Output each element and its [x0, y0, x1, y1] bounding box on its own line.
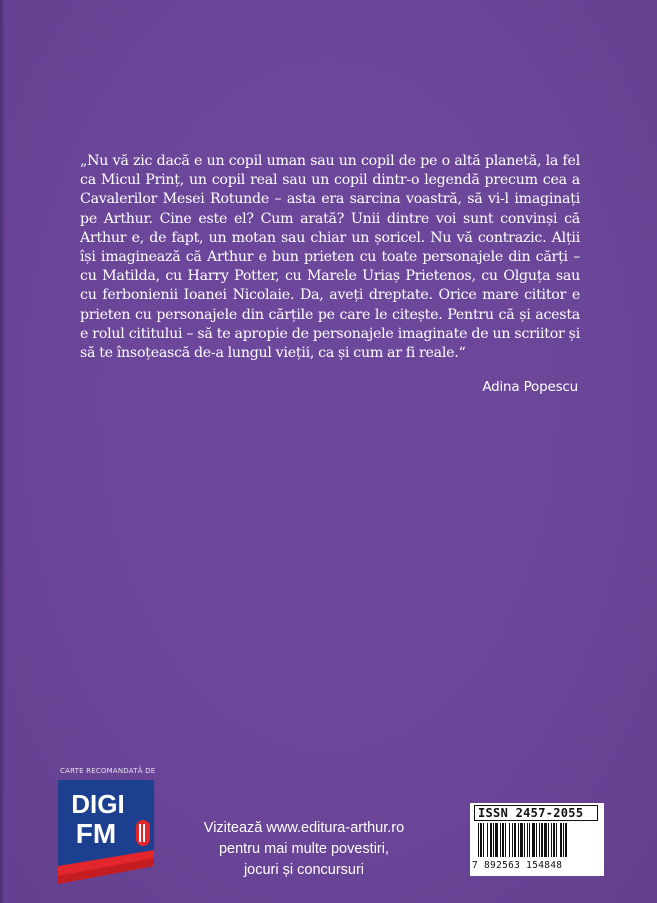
barcode-bar — [490, 823, 492, 857]
barcode-bar — [532, 823, 535, 857]
quote-line: cu Matilda, cu Harry Potter, cu Marele Uriaș Prietenos, cu Olguța sau — [80, 268, 580, 285]
barcode-bar — [524, 823, 525, 857]
quote-line: prieten cu personajele din cărțile pe care le citește. Pentru că și acesta — [80, 306, 580, 323]
barcode-bar — [478, 823, 479, 857]
barcode-bar — [509, 823, 510, 857]
quote-line: e rolul cititului – să te apropie de personajele imaginate de un scriitor și — [80, 325, 580, 342]
quote-line: își imaginează că Arthur e bun prieten cu toate personajele din cărți – — [80, 249, 580, 266]
barcode-bar — [483, 823, 484, 857]
quote-line: cu ferbonienii Ioanei Nicolaie. Da, aveți dreptate. Orice mare cititor e — [80, 287, 580, 304]
quote-line: să te însoțească de-a lungul vieții, ca și cum ar fi reale.“ — [80, 345, 466, 362]
quote-author: Adina Popescu — [482, 379, 578, 395]
barcode-bar — [563, 823, 564, 857]
barcode-bar — [527, 823, 528, 857]
barcode-bars — [476, 823, 598, 859]
barcode-bar — [487, 823, 488, 857]
quote-line: Cavalerilor Mesei Rotunde – asta era sarcina voastră, să vi-l imaginați — [80, 191, 580, 208]
visit-line: pentru mai multe povestiri, — [218, 841, 390, 857]
logo-text-fm: FM — [75, 818, 117, 849]
barcode-bar — [512, 823, 513, 857]
barcode-bar — [536, 823, 537, 857]
barcode-bar — [493, 823, 494, 857]
issn-number: ISSN 2457-2055 — [478, 806, 584, 820]
barcode-bar — [520, 823, 523, 857]
cover-spine-edge — [0, 0, 6, 903]
barcode-bar — [548, 823, 549, 857]
barcode-bar — [551, 823, 552, 857]
barcode-number: 7 892563 154848 — [472, 860, 563, 871]
barcode-bar — [495, 823, 498, 857]
publisher-invitation — [170, 818, 438, 881]
barcode-bar — [529, 823, 530, 857]
quote-line: pe Arthur. Cine este el? Cum arată? Unii dintre voi sunt convinși că — [80, 210, 580, 227]
barcode-bar — [560, 823, 562, 857]
quote-text — [80, 152, 580, 363]
barcode-bar — [502, 823, 504, 857]
barcode-bar — [544, 823, 547, 857]
quote-line: „Nu vă zic dacă e un copil uman sau un copil de pe o altă planetă, la fel — [80, 153, 580, 169]
visit-line: jocuri și concursuri — [243, 862, 365, 878]
barcode-bar — [514, 823, 516, 857]
barcode-bar — [541, 823, 543, 857]
barcode-bar — [500, 823, 501, 857]
visit-line: Vizitează www.editura-arthur.ro — [203, 820, 405, 836]
barcode-bar — [565, 823, 567, 857]
barcode-bar — [505, 823, 506, 857]
quote-line: ca Micul Prinț, un copil real sau un copil dintr-o legendă precum cea a — [80, 172, 580, 189]
barcode-bar — [556, 823, 557, 857]
logo-text-digi: DIGI — [71, 789, 125, 819]
recommendation-label: CARTE RECOMANDATĂ DE — [60, 767, 156, 775]
barcode-bar — [518, 823, 519, 857]
barcode-bar — [539, 823, 540, 857]
barcode-bar — [480, 823, 482, 857]
digi-fm-logo — [58, 780, 154, 884]
barcode-bar — [553, 823, 555, 857]
quote-line: Arthur e, de fapt, un motan sau chiar un șoricel. Nu vă contrazic. Alții — [80, 229, 580, 246]
